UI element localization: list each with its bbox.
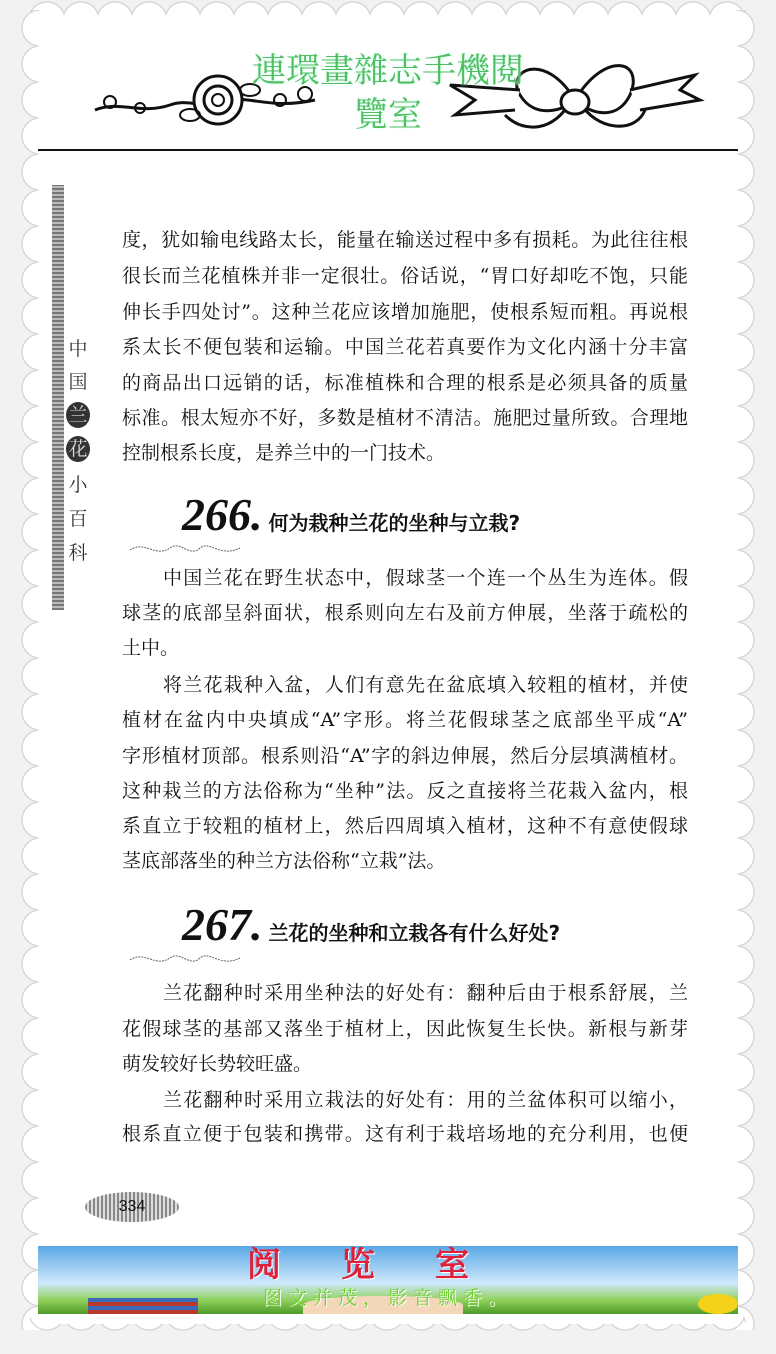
header-title-line2: 覽室	[354, 95, 422, 135]
body-line: 字形植材顶部。根系则沿“A”字的斜边伸展，然后分层填满植材。	[122, 745, 688, 767]
question-number: 267.	[182, 899, 263, 950]
sidebar-char: 小	[68, 474, 88, 496]
scalloped-border-left	[20, 10, 40, 1330]
body-line: 系直立于较粗的植材上，然后四周填入植材，这种不有意使假球	[122, 815, 688, 837]
scalloped-border-right	[736, 10, 756, 1330]
body-line: 标准。根太短亦不好，多数是植材不清洁。施肥过量所致。合理地	[122, 407, 688, 429]
question-heading	[182, 900, 560, 950]
sidebar-char: 花	[66, 436, 90, 462]
banner-subtitle: 图文并茂，影音飘香。	[262, 1287, 513, 1309]
body-line: 兰花翻种时采用立栽法的好处有：用的兰盆体积可以缩小，	[163, 1089, 688, 1111]
body-line: 球茎的底部呈斜面状，根系则向左右及前方伸展，坐落于疏松的	[122, 602, 688, 624]
body-line: 的商品出口远销的话，标准植株和合理的根系是必须具备的质量	[122, 372, 688, 394]
sidebar-ornament	[52, 185, 64, 610]
question-title: 何为栽种兰花的坐种与立栽?	[268, 511, 521, 535]
sidebar-char: 百	[68, 508, 88, 530]
body-line: 将兰花栽种入盆，人们有意先在盆底填入较粗的植材，并使	[163, 674, 688, 696]
flourish-ornament-icon	[125, 948, 245, 970]
header-title-line1: 連環畫雜志手機閱	[252, 51, 524, 91]
question-number: 266.	[182, 489, 263, 540]
body-line: 度，犹如输电线路太长，能量在输送过程中多有损耗。为此往往根	[122, 229, 688, 251]
question-heading	[182, 490, 520, 540]
body-line: 控制根系长度，是养兰中的一门技术。	[122, 442, 446, 464]
sidebar-char: 科	[68, 542, 88, 564]
body-line: 花假球茎的基部又落坐于植材上，因此恢复生长快。新根与新芽	[122, 1018, 688, 1040]
header-divider	[38, 149, 738, 151]
body-line: 根系直立便于包装和携带。这有利于栽培场地的充分利用，也便	[122, 1123, 688, 1145]
body-line: 中国兰花在野生状态中，假球茎一个连一个丛生为连体。假	[163, 567, 688, 589]
body-line: 萌发较好长势较旺盛。	[122, 1053, 313, 1075]
page-number: 334	[85, 1192, 179, 1222]
sidebar-char: 兰	[66, 402, 90, 428]
banner-title: 阅览室	[247, 1246, 529, 1285]
flourish-ornament-icon	[125, 538, 245, 560]
body-line: 土中。	[122, 637, 180, 659]
reading-room-banner	[38, 1246, 738, 1314]
scalloped-border-top	[30, 0, 746, 20]
sidebar-char: 中	[68, 338, 88, 360]
body-line: 很长而兰花植株并非一定很壮。俗话说，“胃口好却吃不饱，只能	[122, 265, 688, 287]
body-line: 兰花翻种时采用坐种法的好处有：翻种后由于根系舒展，兰	[163, 982, 688, 1004]
body-line: 这种栽兰的方法俗称为“坐种”法。反之直接将兰花栽入盆内，根	[122, 780, 688, 802]
body-line: 伸长手四处讨”。这种兰花应该增加施肥，使根系短而粗。再说根	[122, 301, 688, 323]
sidebar-char: 国	[68, 371, 88, 393]
body-line: 系太长不便包装和运输。中国兰花若真要作为文化内涵十分丰富	[122, 336, 688, 358]
question-title: 兰花的坐种和立栽各有什么好处?	[268, 921, 561, 945]
body-line: 茎底部落坐的种兰方法俗称“立栽”法。	[122, 850, 446, 872]
body-line: 植材在盆内中央填成“A”字形。将兰花假球茎之底部坐平成“A”	[122, 709, 688, 731]
